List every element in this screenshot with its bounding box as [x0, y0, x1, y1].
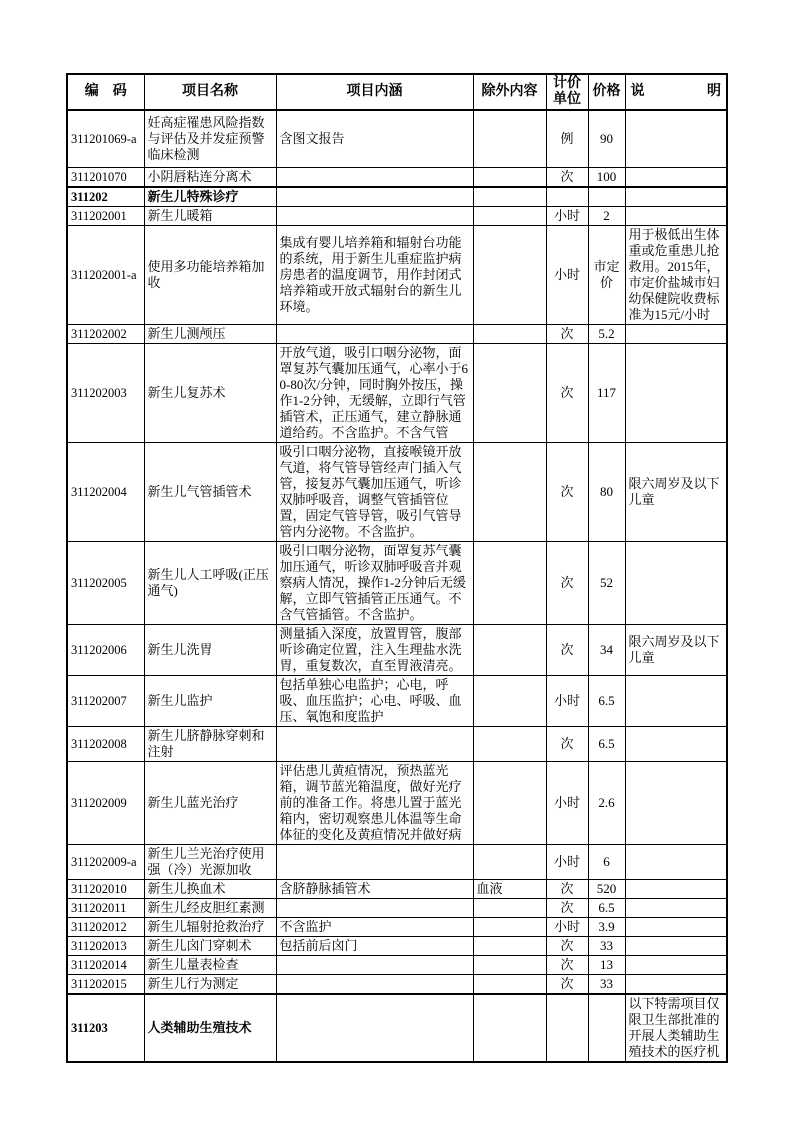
cell-exclude	[473, 110, 546, 167]
cell-price: 3.9	[588, 917, 625, 936]
cell-content: 测量插入深度，放置胃管，腹部听诊确定位置，注入生理盐水洗胃，重复数次，直至胃液清亮。	[276, 624, 473, 675]
medical-price-table	[66, 73, 728, 1063]
cell-code: 311202002	[67, 324, 144, 343]
cell-price: 6	[588, 844, 625, 879]
cell-name: 新生儿囟门穿刺术	[144, 936, 276, 955]
table-row	[67, 206, 727, 225]
cell-exclude	[473, 206, 546, 225]
cell-code: 311202	[67, 187, 144, 207]
cell-unit: 次	[546, 955, 588, 974]
cell-unit	[546, 994, 588, 1062]
cell-exclude	[473, 936, 546, 955]
cell-exclude	[473, 167, 546, 187]
cell-exclude	[473, 974, 546, 994]
cell-price: 33	[588, 936, 625, 955]
cell-unit: 次	[546, 879, 588, 898]
table-row	[67, 879, 727, 898]
header-unit: 计价单位	[546, 74, 588, 110]
cell-price: 6.5	[588, 675, 625, 726]
header-price: 价格	[588, 74, 625, 110]
cell-exclude	[473, 624, 546, 675]
cell-unit	[546, 187, 588, 207]
cell-name: 新生儿量表检查	[144, 955, 276, 974]
cell-exclude	[473, 844, 546, 879]
cell-name: 人类辅助生殖技术	[144, 994, 276, 1062]
cell-exclude	[473, 187, 546, 207]
cell-exclude	[473, 343, 546, 442]
cell-exclude	[473, 917, 546, 936]
cell-content	[276, 955, 473, 974]
cell-content	[276, 167, 473, 187]
table-row	[67, 898, 727, 917]
cell-name: 新生儿辐射抢救治疗	[144, 917, 276, 936]
cell-price: 80	[588, 442, 625, 541]
cell-note	[625, 936, 727, 955]
cell-content	[276, 844, 473, 879]
cell-name: 新生儿暖箱	[144, 206, 276, 225]
cell-name: 新生儿脐静脉穿刺和注射	[144, 726, 276, 761]
cell-code: 311202014	[67, 955, 144, 974]
header-code: 编 码	[67, 74, 144, 110]
cell-note	[625, 879, 727, 898]
cell-code: 311203	[67, 994, 144, 1062]
cell-content: 含图文报告	[276, 110, 473, 167]
table-row	[67, 225, 727, 324]
cell-unit: 次	[546, 442, 588, 541]
cell-name: 新生儿经皮胆红素测	[144, 898, 276, 917]
cell-name: 新生儿人工呼吸(正压通气)	[144, 541, 276, 624]
cell-exclude	[473, 761, 546, 844]
cell-price: 52	[588, 541, 625, 624]
table-row	[67, 974, 727, 994]
cell-unit: 小时	[546, 844, 588, 879]
cell-content: 包括前后囟门	[276, 936, 473, 955]
cell-code: 311202004	[67, 442, 144, 541]
cell-code: 311201069-a	[67, 110, 144, 167]
cell-content: 评估患儿黄疸情况，预热蓝光箱，调节蓝光箱温度，做好光疗前的准备工作。将患儿置于蓝光箱内，密切观察患儿体温等生命体征的变化及黄疸情况并做好病	[276, 761, 473, 844]
table-row	[67, 167, 727, 187]
cell-price: 33	[588, 974, 625, 994]
cell-exclude	[473, 994, 546, 1062]
cell-note: 限六周岁及以下儿童	[625, 624, 727, 675]
table-row	[67, 844, 727, 879]
cell-name: 新生儿监护	[144, 675, 276, 726]
cell-unit: 小时	[546, 206, 588, 225]
table-row	[67, 955, 727, 974]
cell-content: 集成有婴儿培养箱和辐射台功能的系统，用于新生儿重症监护病房患者的温度调节，用作封闭式培养箱或开放式辐射台的新生儿环境。	[276, 225, 473, 324]
cell-exclude	[473, 898, 546, 917]
cell-unit: 小时	[546, 917, 588, 936]
cell-note	[625, 206, 727, 225]
cell-unit: 次	[546, 974, 588, 994]
cell-content: 不含监护	[276, 917, 473, 936]
cell-content	[276, 187, 473, 207]
cell-code: 311202005	[67, 541, 144, 624]
cell-content: 含脐静脉插管术	[276, 879, 473, 898]
cell-code: 311202009	[67, 761, 144, 844]
cell-unit: 次	[546, 936, 588, 955]
header-note: 说明	[625, 74, 727, 110]
cell-code: 311202011	[67, 898, 144, 917]
cell-price: 2.6	[588, 761, 625, 844]
cell-name: 新生儿蓝光治疗	[144, 761, 276, 844]
table-row	[67, 324, 727, 343]
cell-price	[588, 994, 625, 1062]
cell-name: 新生儿行为测定	[144, 974, 276, 994]
cell-content	[276, 974, 473, 994]
cell-note	[625, 343, 727, 442]
cell-content: 开放气道，吸引口咽分泌物，面罩复苏气囊加压通气，心率小于60-80次/分钟，同时胸外按压，操作1-2分钟，无缓解，立即行气管插管术，正压通气，建立静脉通道给药。不含监护。不含气管	[276, 343, 473, 442]
cell-exclude	[473, 675, 546, 726]
cell-price: 90	[588, 110, 625, 167]
cell-content	[276, 726, 473, 761]
cell-unit: 次	[546, 324, 588, 343]
cell-code: 311201070	[67, 167, 144, 187]
cell-code: 311202007	[67, 675, 144, 726]
table-row	[67, 187, 727, 207]
cell-price: 6.5	[588, 726, 625, 761]
cell-note: 用于极低出生体重或危重患儿抢救用。2015年，市定价盐城市妇幼保健院收费标准为15元/小时	[625, 225, 727, 324]
table-row	[67, 761, 727, 844]
cell-exclude	[473, 324, 546, 343]
cell-note	[625, 324, 727, 343]
cell-price: 6.5	[588, 898, 625, 917]
cell-unit: 次	[546, 167, 588, 187]
table-row	[67, 541, 727, 624]
cell-content: 吸引口咽分泌物，面罩复苏气囊加压通气，听诊双肺呼吸音并观察病人情况，操作1-2分钟后无缓解，立即气管插管正压通气。不含气管插管。不含监护。	[276, 541, 473, 624]
cell-note	[625, 167, 727, 187]
cell-price: 520	[588, 879, 625, 898]
cell-content	[276, 994, 473, 1062]
cell-unit: 小时	[546, 675, 588, 726]
cell-note	[625, 726, 727, 761]
cell-code: 311202003	[67, 343, 144, 442]
cell-unit: 小时	[546, 761, 588, 844]
cell-exclude: 血液	[473, 879, 546, 898]
cell-note	[625, 955, 727, 974]
cell-note	[625, 187, 727, 207]
cell-name: 使用多功能培养箱加收	[144, 225, 276, 324]
cell-exclude	[473, 726, 546, 761]
cell-name: 妊高症罹患风险指数与评估及并发症预警临床检测	[144, 110, 276, 167]
cell-code: 311202015	[67, 974, 144, 994]
cell-unit: 次	[546, 898, 588, 917]
table-row	[67, 675, 727, 726]
cell-content	[276, 324, 473, 343]
cell-name: 新生儿特殊诊疗	[144, 187, 276, 207]
cell-note	[625, 761, 727, 844]
header-exclude: 除外内容	[473, 74, 546, 110]
table-header-row	[67, 74, 727, 110]
cell-price: 5.2	[588, 324, 625, 343]
table-row	[67, 726, 727, 761]
cell-price: 市定价	[588, 225, 625, 324]
cell-code: 311202012	[67, 917, 144, 936]
cell-unit: 次	[546, 624, 588, 675]
cell-note	[625, 110, 727, 167]
cell-note	[625, 917, 727, 936]
cell-price: 34	[588, 624, 625, 675]
cell-price: 117	[588, 343, 625, 442]
cell-name: 小阴唇粘连分离术	[144, 167, 276, 187]
cell-name: 新生儿测颅压	[144, 324, 276, 343]
cell-unit: 次	[546, 343, 588, 442]
cell-note	[625, 541, 727, 624]
table-body	[67, 110, 727, 1062]
cell-unit: 次	[546, 541, 588, 624]
cell-unit: 例	[546, 110, 588, 167]
cell-price: 100	[588, 167, 625, 187]
cell-content	[276, 898, 473, 917]
cell-code: 311202001	[67, 206, 144, 225]
table-row	[67, 442, 727, 541]
cell-name: 新生儿复苏术	[144, 343, 276, 442]
cell-name: 新生儿兰光治疗使用强（冷）光源加收	[144, 844, 276, 879]
cell-code: 311202008	[67, 726, 144, 761]
cell-name: 新生儿换血术	[144, 879, 276, 898]
cell-content: 包括单独心电监护；心电，呼吸、血压监护；心电、呼吸、血压、氧饱和度监护	[276, 675, 473, 726]
cell-note	[625, 898, 727, 917]
cell-code: 311202001-a	[67, 225, 144, 324]
cell-code: 311202009-a	[67, 844, 144, 879]
cell-exclude	[473, 442, 546, 541]
cell-note	[625, 844, 727, 879]
cell-note: 以下特需项目仅限卫生部批准的开展人类辅助生殖技术的医疗机	[625, 994, 727, 1062]
cell-exclude	[473, 225, 546, 324]
table-row	[67, 343, 727, 442]
cell-unit: 次	[546, 726, 588, 761]
table-head	[67, 74, 727, 110]
cell-code: 311202010	[67, 879, 144, 898]
table-row	[67, 994, 727, 1062]
cell-price: 13	[588, 955, 625, 974]
cell-name: 新生儿气管插管术	[144, 442, 276, 541]
table-row	[67, 917, 727, 936]
cell-exclude	[473, 955, 546, 974]
cell-code: 311202013	[67, 936, 144, 955]
cell-price: 2	[588, 206, 625, 225]
cell-content	[276, 206, 473, 225]
cell-note: 限六周岁及以下儿童	[625, 442, 727, 541]
cell-note	[625, 974, 727, 994]
cell-note	[625, 675, 727, 726]
header-content: 项目内涵	[276, 74, 473, 110]
table-row	[67, 110, 727, 167]
cell-unit: 小时	[546, 225, 588, 324]
cell-content: 吸引口咽分泌物，直接喉镜开放气道，将气管导管经声门插入气管，接复苏气囊加压通气，听诊双肺呼吸音，调整气管插管位置，固定气管导管，吸引气管导管内分泌物。不含监护。	[276, 442, 473, 541]
table-row	[67, 936, 727, 955]
cell-name: 新生儿洗胃	[144, 624, 276, 675]
header-name: 项目名称	[144, 74, 276, 110]
cell-exclude	[473, 541, 546, 624]
cell-code: 311202006	[67, 624, 144, 675]
table-row	[67, 624, 727, 675]
cell-price	[588, 187, 625, 207]
